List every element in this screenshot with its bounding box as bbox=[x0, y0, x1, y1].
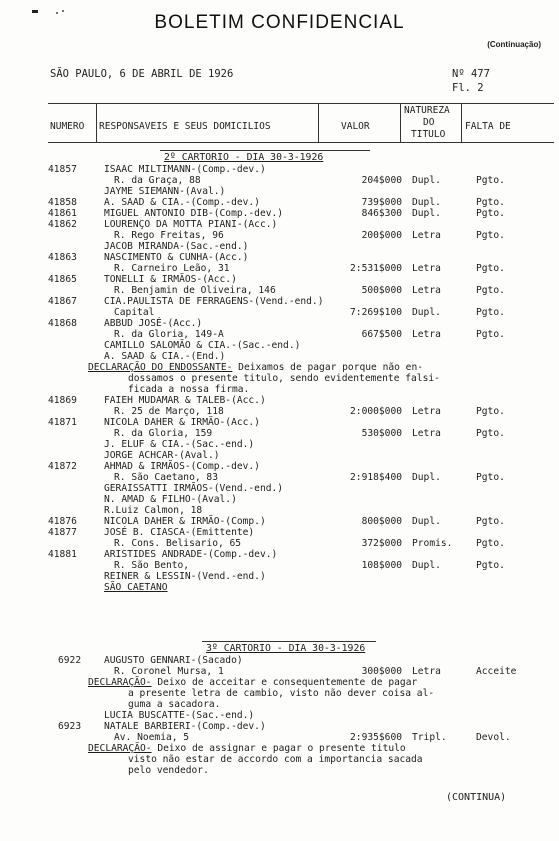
entry-reason: Pgto. bbox=[476, 175, 505, 186]
responsible-text: MIGUEL ANTONIO DIB-(Comp.-dev.) bbox=[104, 208, 284, 219]
table-row bbox=[0, 505, 559, 516]
table-row bbox=[0, 549, 559, 560]
entry-nature: Letra bbox=[412, 285, 441, 296]
entry-value: 530$000 bbox=[361, 428, 402, 439]
document-title: BOLETIM CONFIDENCIAL bbox=[154, 12, 405, 33]
responsible-text: pelo vendedor. bbox=[128, 765, 209, 776]
entry-value: 800$000 bbox=[361, 516, 402, 527]
table-row bbox=[0, 318, 559, 329]
responsible-text: AHMAD & IRMÃOS-(Comp.-dev.) bbox=[104, 461, 260, 472]
table-row bbox=[0, 710, 559, 721]
entry-reason: Pgto. bbox=[476, 208, 505, 219]
table-row bbox=[0, 340, 559, 351]
responsible-text: R. Benjamin de Oliveira, 146 bbox=[114, 285, 276, 296]
column-header-responsaveis: RESPONSAVEIS E SEUS DOMICILIOS bbox=[99, 121, 271, 132]
entry-nature: Letra bbox=[412, 230, 441, 241]
table-row bbox=[0, 164, 559, 175]
entry-number: 41876 bbox=[48, 516, 77, 527]
entry-nature: Dupl. bbox=[412, 516, 441, 527]
table-row bbox=[0, 428, 559, 439]
responsible-text: R. da Gloria, 149-A bbox=[114, 329, 224, 340]
entry-reason: Pgto. bbox=[476, 197, 505, 208]
declaration-label: DECLARAÇÃO- bbox=[88, 743, 152, 754]
entry-value: 667$500 bbox=[361, 329, 402, 340]
responsible-text: R. Rego Freitas, 96 bbox=[114, 230, 224, 241]
responsible-text: A. SAAD & CIA.-(Comp.-dev.) bbox=[104, 197, 260, 208]
responsible-text: N. AMAD & FILHO-(Aval.) bbox=[104, 494, 237, 505]
responsible-text: CAMILLO SALOMÃO & CIA.-(Sac.-end.) bbox=[104, 340, 301, 351]
entry-nature: Letra bbox=[412, 329, 441, 340]
column-header-numero: NUMERO bbox=[50, 121, 85, 132]
entry-nature: Dupl. bbox=[412, 472, 441, 483]
entry-value: 204$000 bbox=[361, 175, 402, 186]
entry-nature: Dupl. bbox=[412, 175, 441, 186]
responsible-text: NASCIMENTO & CUNHA-(Acc.) bbox=[104, 252, 249, 263]
table-row bbox=[0, 655, 559, 666]
column-header-falta: FALTA DE bbox=[465, 121, 511, 132]
responsible-text: JACOB MIRANDA-(Sac.-end.) bbox=[104, 241, 249, 252]
responsible-text: NICOLA DAHER & IRMÃO-(Acc.) bbox=[104, 417, 260, 428]
table-row bbox=[0, 230, 559, 241]
responsible-text: R. Coronel Mursa, 1 bbox=[114, 666, 224, 677]
column-header-natureza-titulo: TITULO bbox=[411, 129, 446, 140]
entry-nature: Dupl. bbox=[412, 208, 441, 219]
header-top-rule bbox=[48, 103, 554, 104]
responsible-text: dossamos o presente titulo, sendo evidentemente falsi- bbox=[128, 373, 440, 384]
table-row bbox=[0, 241, 559, 252]
responsible-text: Capital bbox=[114, 307, 155, 318]
responsible-text: guma a sacadora. bbox=[128, 699, 221, 710]
entry-number: 41881 bbox=[48, 549, 77, 560]
responsible-text: DECLARAÇÃO- Deixo de acceitar e consequentemente de pagar bbox=[88, 677, 418, 688]
entry-nature: Letra bbox=[412, 428, 441, 439]
entry-number: 41861 bbox=[48, 208, 77, 219]
column-divider bbox=[96, 103, 97, 142]
table-row bbox=[0, 395, 559, 406]
entry-value: 372$000 bbox=[361, 538, 402, 549]
entry-value: 846$300 bbox=[361, 208, 402, 219]
entry-value: 2:935$600 bbox=[350, 732, 402, 743]
entry-value: 108$000 bbox=[361, 560, 402, 571]
responsible-text: R.Luiz Calmon, 18 bbox=[104, 505, 203, 516]
entry-nature: Dupl. bbox=[412, 197, 441, 208]
table-row bbox=[0, 571, 559, 582]
responsible-text: ficada a nossa firma. bbox=[128, 384, 250, 395]
declaration-label: SÃO CAETANO bbox=[104, 582, 168, 593]
table-row bbox=[0, 538, 559, 549]
entry-reason: Devol. bbox=[476, 732, 511, 743]
entry-number: 41865 bbox=[48, 274, 77, 285]
entry-reason: Pgto. bbox=[476, 428, 505, 439]
continues-label: (CONTINUA) bbox=[446, 792, 507, 803]
entry-value: 2:918$400 bbox=[350, 472, 402, 483]
entry-value: 739$000 bbox=[361, 197, 402, 208]
table-row bbox=[0, 406, 559, 417]
sheet-number: Fl. 2 bbox=[452, 82, 484, 94]
table-row bbox=[0, 208, 559, 219]
entry-nature: Letra bbox=[412, 263, 441, 274]
section-rule bbox=[202, 641, 376, 642]
responsible-text: JOSÉ B. CIASCA-(Emittente) bbox=[104, 527, 255, 538]
table-row bbox=[0, 494, 559, 505]
responsible-text: JORGE ACHCAR-(Aval.) bbox=[104, 450, 220, 461]
responsible-text: LOURENÇO DA MOTTA PIANI-(Acc.) bbox=[104, 219, 278, 230]
entry-reason: Pgto. bbox=[476, 307, 505, 318]
table-row bbox=[0, 296, 559, 307]
continuation-label: (Continuação) bbox=[487, 40, 541, 49]
entry-number: 41877 bbox=[48, 527, 77, 538]
responsible-text: visto não estar de accordo com a importancia sacada bbox=[128, 754, 423, 765]
table-row bbox=[0, 582, 559, 593]
responsible-text: ISAAC MILTIMANN-(Comp.-dev.) bbox=[104, 164, 266, 175]
responsible-text: JAYME SIEMANN-(Aval.) bbox=[104, 186, 226, 197]
column-header-valor: VALOR bbox=[341, 121, 370, 132]
table-row bbox=[0, 417, 559, 428]
entry-number: 41857 bbox=[48, 164, 77, 175]
responsible-text: AUGUSTO GENNARI-(Sacado) bbox=[104, 655, 243, 666]
entry-nature: Dupl. bbox=[412, 560, 441, 571]
table-row bbox=[0, 560, 559, 571]
responsible-text: R. da Gloria, 159 bbox=[114, 428, 213, 439]
responsible-text: a presente letra de cambio, visto não dever coisa al- bbox=[128, 688, 435, 699]
responsible-text: R. Cons. Belisario, 65 bbox=[114, 538, 242, 549]
table-row bbox=[0, 362, 559, 373]
entry-value: 2:531$000 bbox=[350, 263, 402, 274]
table-row bbox=[0, 186, 559, 197]
table-row bbox=[0, 197, 559, 208]
entry-reason: Pgto. bbox=[476, 263, 505, 274]
entry-value: 200$000 bbox=[361, 230, 402, 241]
responsible-text: REINER & LESSIN-(Vend.-end.) bbox=[104, 571, 266, 582]
table-row bbox=[0, 732, 559, 743]
responsible-text: FAIEH MUDAMAR & TALEB-(Acc.) bbox=[104, 395, 266, 406]
entry-reason: Pgto. bbox=[476, 230, 505, 241]
responsible-text: ARISTIDES ANDRADE-(Comp.-dev.) bbox=[104, 549, 278, 560]
responsible-text: ABBUD JOSÉ-(Acc.) bbox=[104, 318, 203, 329]
place-date: SÃO PAULO, 6 DE ABRIL DE 1926 bbox=[50, 68, 234, 80]
entry-number: 6923 bbox=[58, 721, 82, 732]
section-rule bbox=[160, 150, 370, 151]
responsible-text: DECLARAÇÃO DO ENDOSSANTE- Deixamos de pagar porque não en- bbox=[88, 362, 424, 373]
entry-reason: Pgto. bbox=[476, 329, 505, 340]
responsible-text: NATALE BARBIERI-(Comp.-dev.) bbox=[104, 721, 266, 732]
table-row bbox=[0, 721, 559, 732]
responsible-text: R. São Bento, bbox=[114, 560, 190, 571]
table-row bbox=[0, 252, 559, 263]
header-bottom-rule bbox=[48, 142, 554, 143]
column-divider bbox=[400, 103, 401, 142]
entry-reason: Pgto. bbox=[476, 538, 505, 549]
entry-nature: Dupl. bbox=[412, 307, 441, 318]
entry-nature: Letra bbox=[412, 406, 441, 417]
entry-number: 41867 bbox=[48, 296, 77, 307]
table-row bbox=[0, 666, 559, 677]
table-row bbox=[0, 439, 559, 450]
table-row bbox=[0, 285, 559, 296]
responsible-text: LUCIA BUSCATTE-(Sac.-end.) bbox=[104, 710, 255, 721]
table-row bbox=[0, 472, 559, 483]
responsible-text: A. SAAD & CIA.-(End.) bbox=[104, 351, 226, 362]
entry-number: 41872 bbox=[48, 461, 77, 472]
entry-nature: Tripl. bbox=[412, 732, 447, 743]
table-row bbox=[0, 175, 559, 186]
table-row bbox=[0, 527, 559, 538]
responsible-text: R. da Graça, 88 bbox=[114, 175, 201, 186]
responsible-text: DECLARAÇÃO- Deixo de assignar e pagar o presente titulo bbox=[88, 743, 406, 754]
table-row bbox=[0, 351, 559, 362]
entry-nature: Letra bbox=[412, 666, 441, 677]
responsible-text: J. ELUF & CIA.-(Sac.-end.) bbox=[104, 439, 255, 450]
declaration-label: DECLARAÇÃO DO ENDOSSANTE- bbox=[88, 362, 233, 373]
responsible-text: NICOLA DAHER & IRMÃO-(Comp.) bbox=[104, 516, 266, 527]
entry-number: 6922 bbox=[58, 655, 82, 666]
responsible-text: R. 25 de Março, 118 bbox=[114, 406, 224, 417]
table-row bbox=[0, 307, 559, 318]
entry-number: 41858 bbox=[48, 197, 77, 208]
entry-value: 500$000 bbox=[361, 285, 402, 296]
entry-reason: Acceite bbox=[476, 666, 517, 677]
entry-reason: Pgto. bbox=[476, 406, 505, 417]
entry-number: 41863 bbox=[48, 252, 77, 263]
bulletin-number: Nº 477 bbox=[452, 68, 490, 80]
responsible-text bbox=[104, 582, 168, 593]
declaration-label: DECLARAÇÃO- bbox=[88, 677, 152, 688]
entry-reason: Pgto. bbox=[476, 560, 505, 571]
responsible-text: CIA.PAULISTA DE FERRAGENS-(Vend.-end.) bbox=[104, 296, 324, 307]
table-row bbox=[0, 274, 559, 285]
entry-value: 300$000 bbox=[361, 666, 402, 677]
entry-number: 41869 bbox=[48, 395, 77, 406]
table-row bbox=[0, 373, 559, 384]
table-row bbox=[0, 461, 559, 472]
table-row bbox=[0, 219, 559, 230]
table-row bbox=[0, 516, 559, 527]
entry-reason: Pgto. bbox=[476, 472, 505, 483]
entry-nature: Promis. bbox=[412, 538, 453, 549]
table-row bbox=[0, 699, 559, 710]
entry-value: 7:269$100 bbox=[350, 307, 402, 318]
table-row bbox=[0, 754, 559, 765]
table-row bbox=[0, 743, 559, 754]
responsible-text: R. Carneiro Leão, 31 bbox=[114, 263, 230, 274]
table-row bbox=[0, 263, 559, 274]
section-heading-text: 2º CARTORIO - DIA 30-3-1926 bbox=[164, 152, 324, 163]
table-row bbox=[0, 483, 559, 494]
column-divider bbox=[318, 103, 319, 142]
table-row bbox=[0, 450, 559, 461]
entry-value: 2:000$000 bbox=[350, 406, 402, 417]
table-row bbox=[0, 329, 559, 340]
entry-reason: Pgto. bbox=[476, 516, 505, 527]
entry-number: 41871 bbox=[48, 417, 77, 428]
responsible-text: Av. Noemia, 5 bbox=[114, 732, 190, 743]
column-divider bbox=[461, 103, 462, 142]
table-row bbox=[0, 384, 559, 395]
responsible-text: R. São Caetano, 83 bbox=[114, 472, 218, 483]
section-heading-text: 3º CARTORIO - DIA 30-3-1926 bbox=[206, 643, 366, 654]
column-header-natureza-do: DO bbox=[423, 117, 435, 128]
table-row bbox=[0, 677, 559, 688]
entry-reason: Pgto. bbox=[476, 285, 505, 296]
responsible-text: TONELLI & IRMÃOS-(Acc.) bbox=[104, 274, 237, 285]
entry-number: 41868 bbox=[48, 318, 77, 329]
column-header-natureza: NATUREZA bbox=[404, 105, 450, 116]
entry-number: 41862 bbox=[48, 219, 77, 230]
responsible-text: GERAISSATTI IRMÃOS-(Vend.-end.) bbox=[104, 483, 284, 494]
table-row bbox=[0, 688, 559, 699]
table-row bbox=[0, 765, 559, 776]
